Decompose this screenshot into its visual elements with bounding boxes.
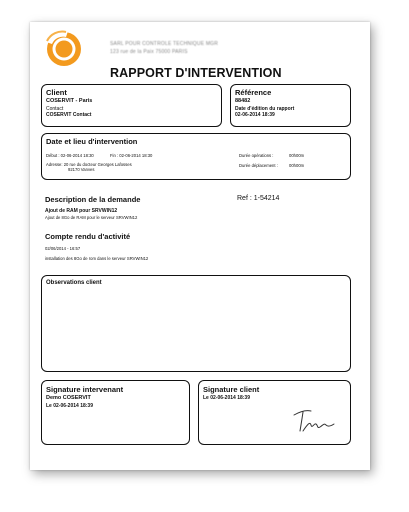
- edition-date-label: Date d'édition du rapport: [235, 106, 295, 112]
- report-page: [30, 22, 370, 470]
- company-line-2: 123 rue de la Paix 75000 PARIS: [110, 49, 188, 55]
- date-location-box: [41, 133, 351, 180]
- company-line-1: SARL POUR CONTROLE TECHNIQUE MGR: [110, 41, 219, 47]
- client-signature-box: [198, 380, 351, 445]
- ops-duration-value: 00h00m: [289, 153, 305, 158]
- request-heading: Description de la demande: [45, 195, 141, 204]
- company-info: [110, 40, 270, 56]
- activity-datetime: 02/06/2014 - 16:57: [45, 246, 81, 251]
- handwritten-signature-icon: [291, 407, 337, 437]
- request-title: Ajout de RAM pour SRVWIN12: [45, 208, 118, 214]
- client-signature-date: Le 02-06-2014 18:39: [203, 395, 250, 401]
- activity-detail: installation des 8Go de rom dans le serveur SRVWIN12: [45, 256, 149, 261]
- reference-heading: Référence: [235, 88, 272, 97]
- edition-date-value: 02-06-2014 18:39: [235, 112, 275, 118]
- activity-report-heading: Compte rendu d'activité: [45, 232, 131, 241]
- reference-number: 88482: [235, 98, 251, 104]
- request-detail: Ajout de 8Go de RAM pour le serveur SRVWIN12: [45, 215, 138, 220]
- client-signature-heading: Signature client: [203, 385, 260, 394]
- technician-signature-date: Le 02-06-2014 18:39: [46, 403, 93, 409]
- client-heading: Client: [46, 88, 67, 97]
- technician-signature-heading: Signature intervenant: [46, 385, 124, 394]
- client-name: COSERVIT - Paris: [46, 98, 93, 104]
- ops-duration-label: Durée opérations :: [239, 153, 274, 158]
- travel-duration-value: 00h00m: [289, 163, 305, 168]
- request-ref: Ref : 1-54214: [237, 195, 280, 202]
- contact-value: COSERVIT Contact: [46, 112, 92, 118]
- technician-name: Demo COSERVIT: [46, 395, 91, 401]
- address: Adresse: 20 rue du docteur Georges Lafosses: [46, 162, 132, 167]
- contact-label: Contact: [46, 106, 64, 112]
- date-location-heading: Date et lieu d'intervention: [46, 137, 138, 146]
- end-datetime: Fin : 02-06-2014 18:30: [110, 153, 153, 158]
- client-box: [41, 84, 222, 127]
- report-title: RAPPORT D'INTERVENTION: [110, 66, 282, 80]
- company-logo-icon: [44, 28, 84, 68]
- start-datetime: Début : 02-06-2014 18:30: [46, 153, 94, 158]
- travel-duration-label: Durée déplacement :: [239, 163, 278, 168]
- address-city: 92170 Vanves: [68, 167, 95, 172]
- observations-heading: Observations client: [46, 280, 102, 286]
- reference-box: [230, 84, 351, 127]
- observations-box: [41, 275, 351, 372]
- technician-signature-box: [41, 380, 190, 445]
